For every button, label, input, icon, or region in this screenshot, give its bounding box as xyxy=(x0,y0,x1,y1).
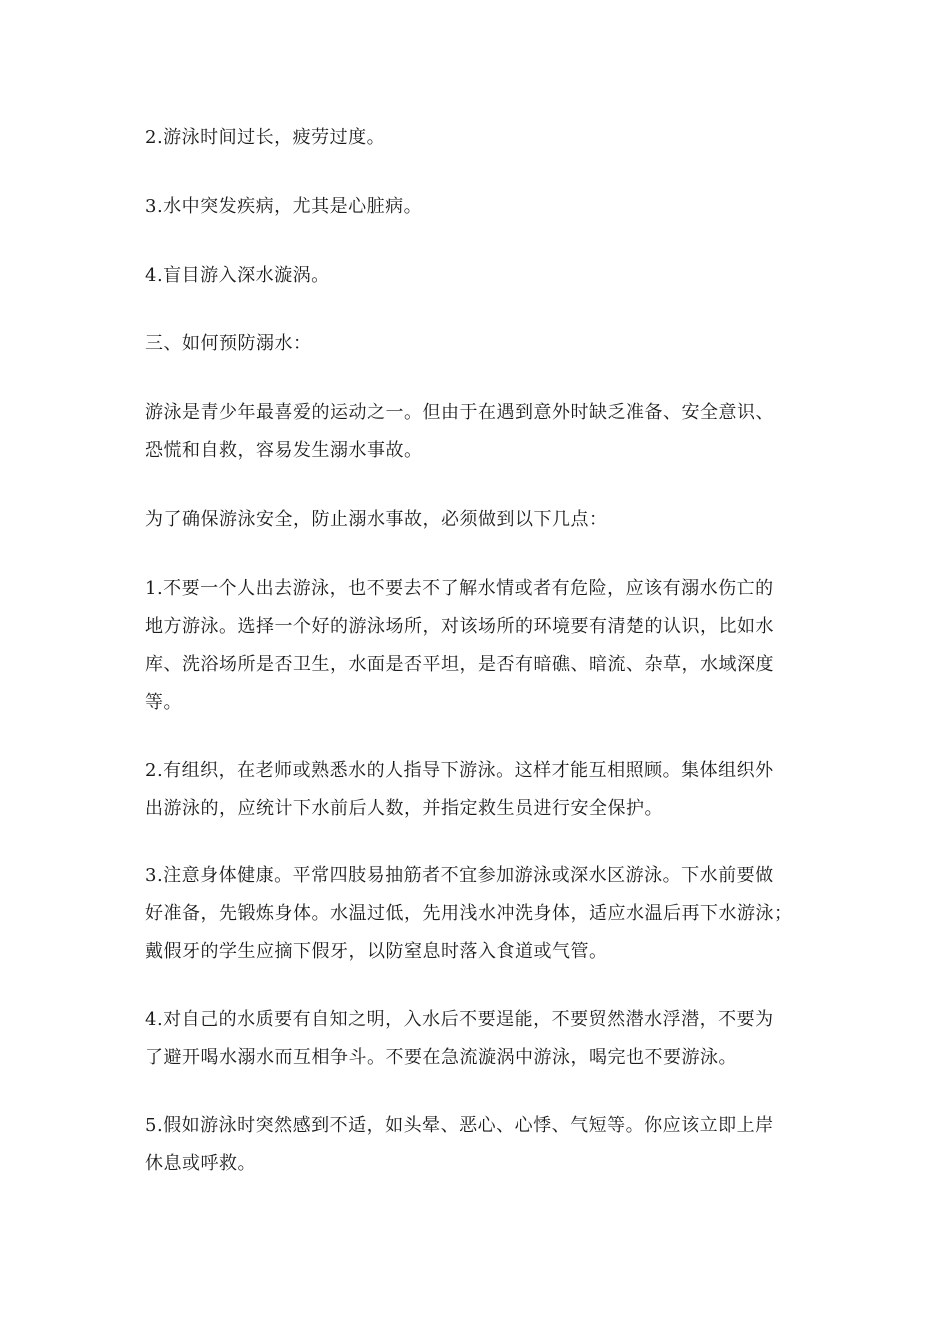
paragraph-rule-2 xyxy=(145,752,810,828)
text-line: 库、洗浴场所是否卫生，水面是否平坦，是否有暗礁、暗流、杂草，水域深度 xyxy=(145,654,774,675)
text-line: 游泳是青少年最喜爱的运动之一。但由于在遇到意外时缺乏准备、安全意识、 xyxy=(145,402,774,423)
text-line: 2.有组织，在老师或熟悉水的人指导下游泳。这样才能互相照顾。集体组织外 xyxy=(145,760,774,781)
section-heading-prevention xyxy=(145,325,810,363)
paragraph-rule-1 xyxy=(145,570,810,722)
paragraph-lead-in xyxy=(145,501,810,539)
text-line: 3.水中突发疾病，尤其是心脏病。 xyxy=(145,196,423,217)
text-line: 为了确保游泳安全，防止溺水事故，必须做到以下几点： xyxy=(145,509,608,530)
text-line: 出游泳的，应统计下水前后人数，并指定救生员进行安全保护。 xyxy=(145,798,663,819)
text-line: 恐慌和自救，容易发生溺水事故。 xyxy=(145,440,423,461)
text-line: 5.假如游泳时突然感到不适，如头晕、恶心、心悸、气短等。你应该立即上岸 xyxy=(145,1115,774,1136)
text-line: 了避开喝水溺水而互相争斗。不要在急流漩涡中游泳，喝完也不要游泳。 xyxy=(145,1047,737,1068)
text-line: 地方游泳。选择一个好的游泳场所，对该场所的环境要有清楚的认识，比如水 xyxy=(145,616,774,637)
text-line: 三、如何预防溺水： xyxy=(145,333,312,354)
text-line: 好准备，先锻炼身体。水温过低，先用浅水冲洗身体，适应水温后再下水游泳； xyxy=(145,903,793,924)
paragraph-intro xyxy=(145,394,810,470)
paragraph-cause-2 xyxy=(145,119,810,157)
text-line: 戴假牙的学生应摘下假牙，以防窒息时落入食道或气管。 xyxy=(145,941,608,962)
paragraph-rule-3 xyxy=(145,857,810,971)
text-line: 2.游泳时间过长，疲劳过度。 xyxy=(145,127,386,148)
text-line: 等。 xyxy=(145,692,182,713)
text-line: 休息或呼救。 xyxy=(145,1153,256,1174)
text-line: 1.不要一个人出去游泳，也不要去不了解水情或者有危险，应该有溺水伤亡的 xyxy=(145,578,774,599)
paragraph-cause-3 xyxy=(145,188,810,226)
paragraph-rule-5 xyxy=(145,1107,810,1183)
text-line: 4.盲目游入深水漩涡。 xyxy=(145,265,330,286)
text-line: 4.对自己的水质要有自知之明，入水后不要逞能，不要贸然潜水浮潜，不要为 xyxy=(145,1009,774,1030)
text-line: 3.注意身体健康。平常四肢易抽筋者不宜参加游泳或深水区游泳。下水前要做 xyxy=(145,865,774,886)
paragraph-cause-4 xyxy=(145,257,810,295)
paragraph-rule-4 xyxy=(145,1001,810,1077)
